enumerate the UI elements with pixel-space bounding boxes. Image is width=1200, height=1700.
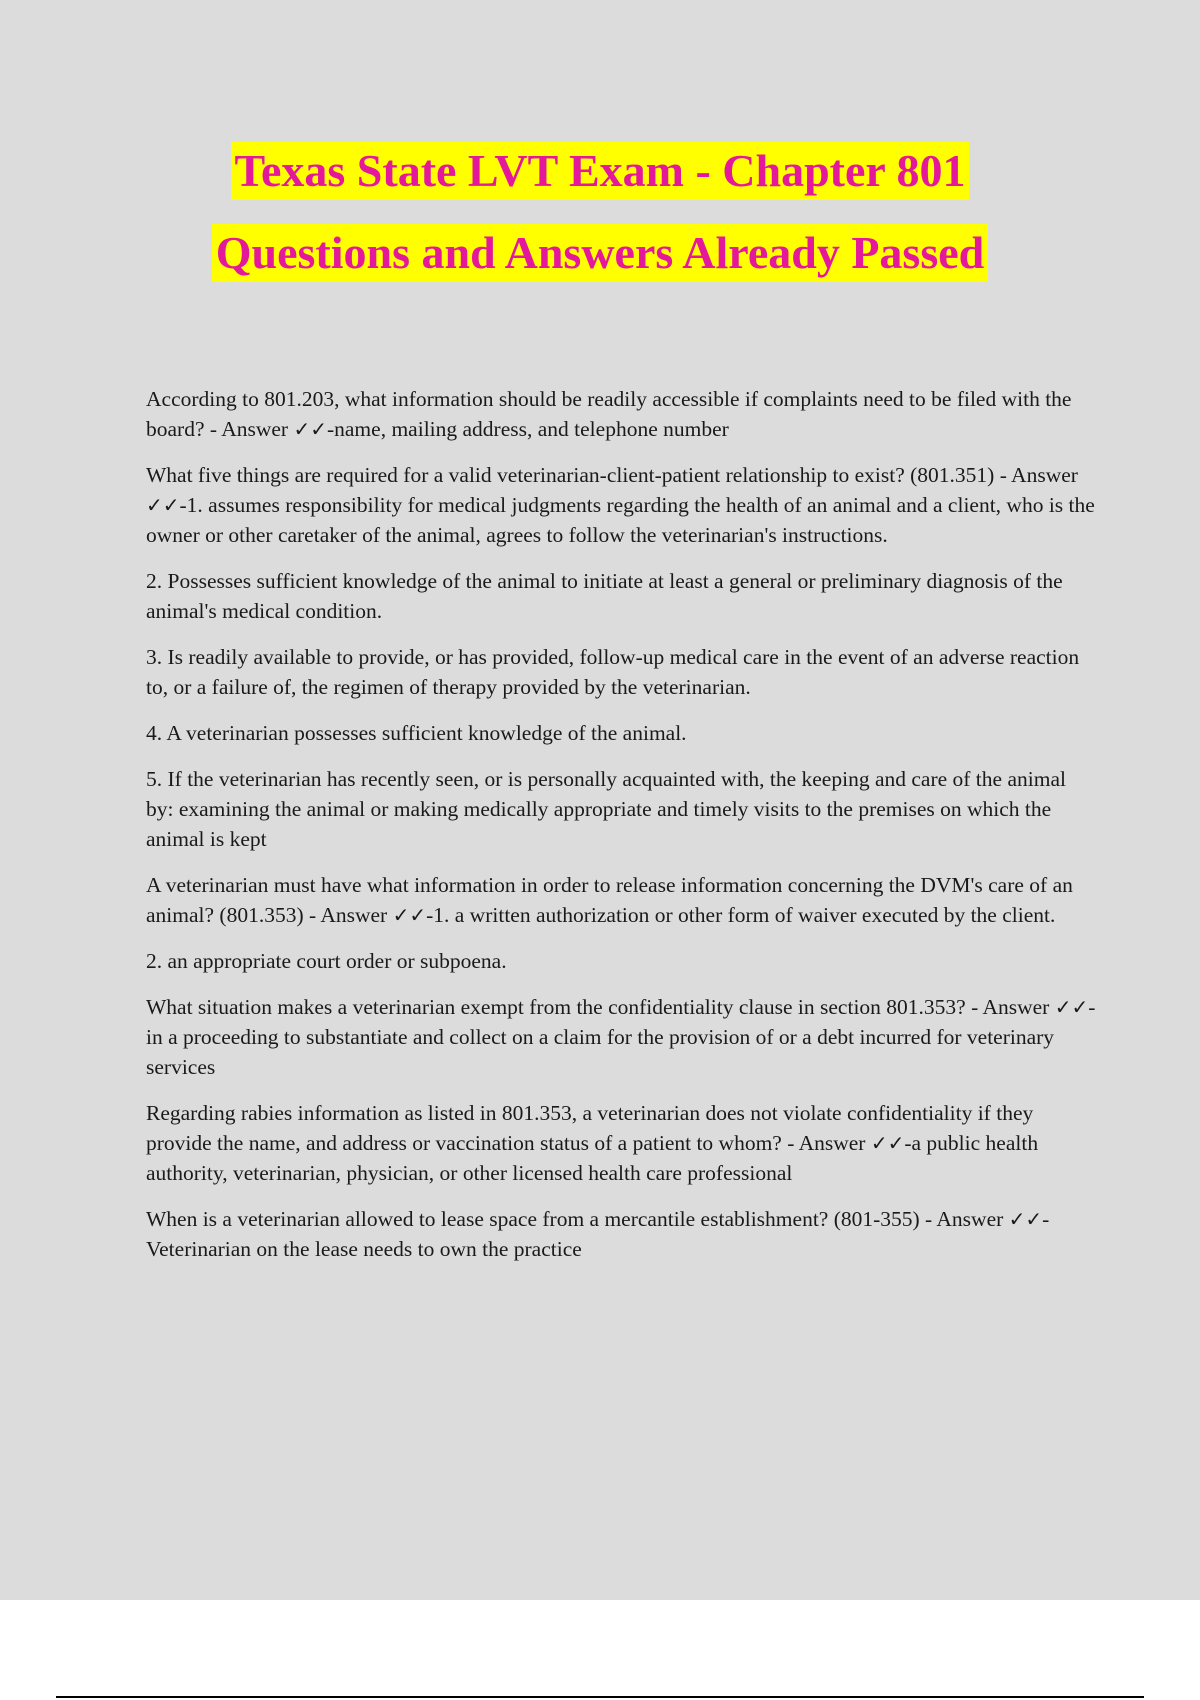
double-check-icon: ✓✓ [870,1131,905,1155]
answer-text: -a public health authority, veterinarian, physician, or other licensed health care professional [146,1131,1039,1185]
qa-content [146,384,1096,1280]
answer-continuation: 2. an appropriate court order or subpoena. [146,949,507,973]
double-check-icon: ✓✓ [293,417,327,441]
question-text: Regarding rabies information as listed in 801.353, a veterinarian does not violate confidentiality if they provide the name, and address or vaccination status of a patient to whom? - Answer [146,1101,1034,1155]
qa-paragraph [146,460,1096,550]
question-text: When is a veterinarian allowed to lease space from a mercantile establishment? (801-355) - Answer [146,1207,1009,1231]
qa-paragraph [146,1204,1096,1264]
double-check-icon: ✓✓ [1054,995,1089,1019]
double-check-icon: ✓✓ [146,493,180,517]
question-text: What situation makes a veterinarian exempt from the confidentiality clause in section 801.353? - Answer [146,995,1055,1019]
title-line-2: Questions and Answers Already Passed [212,224,989,282]
answer-continuation: 5. If the veterinarian has recently seen, or is personally acquainted with, the keeping and care of the animal by: examining the animal or making medically appropriate and timely visits to the premises on which the animal is kept [146,767,1066,851]
qa-paragraph [146,1098,1096,1188]
qa-paragraph [146,384,1096,444]
answer-text: -in a proceeding to substantiate and collect on a claim for the provision of or a debt incurred for veterinary services [146,995,1096,1079]
question-text: What five things are required for a valid veterinarian-client-patient relationship to exist? (801.351) - Answer [146,463,1078,487]
answer-text: -1. a written authorization or other form of waiver executed by the client. [426,903,1056,927]
qa-paragraph [146,992,1096,1082]
answer-text: -name, mailing address, and telephone number [326,417,729,441]
footer-divider [56,1696,1144,1698]
double-check-icon: ✓✓ [392,903,427,927]
qa-paragraph [146,870,1096,930]
title-block [0,142,1200,282]
double-check-icon: ✓✓ [1008,1207,1043,1231]
title-line-1: Texas State LVT Exam - Chapter 801 [231,142,970,200]
answer-continuation: 2. Possesses sufficient knowledge of the animal to initiate at least a general or preliminary diagnosis of the animal's medical condition. [146,569,1063,623]
answer-text: -Veterinarian on the lease needs to own the practice [146,1207,1050,1261]
answer-continuation: 3. Is readily available to provide, or has provided, follow-up medical care in the event of an adverse reaction to, or a failure of, the regimen of therapy provided by the veterinarian. [146,645,1080,699]
answer-continuation: 4. A veterinarian possesses sufficient knowledge of the animal. [146,721,687,745]
question-text: According to 801.203, what information should be readily accessible if complaints need to be filed with the board? - Answer [146,387,1072,441]
question-text: A veterinarian must have what information in order to release information concerning the DVM's care of an animal? (801.353) - Answer [146,873,1073,927]
answer-text: -1. assumes responsibility for medical judgments regarding the health of an animal and a client, who is the owner or other caretaker of the animal, agrees to follow the veterinarian's instructions. [146,493,1095,547]
